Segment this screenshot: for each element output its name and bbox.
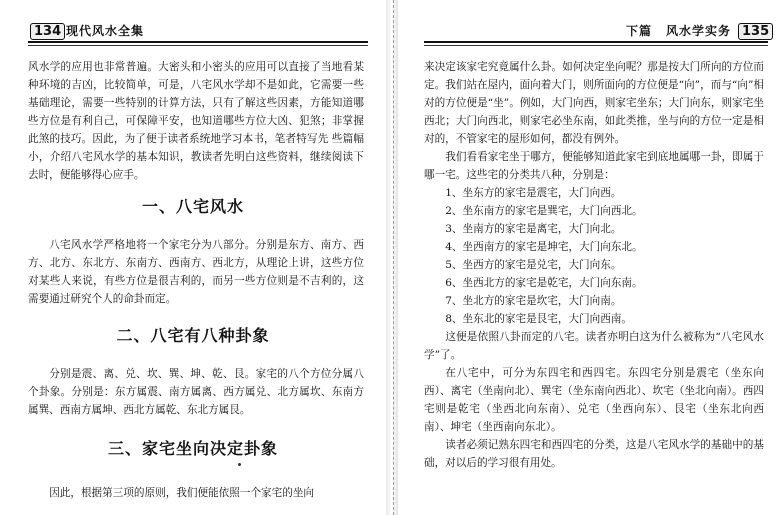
list-item: 4、坐西南方的家宅是坤宅，大门向东北。 <box>445 241 643 253</box>
section-title-eight-houses: 一、八宅风水 <box>141 197 244 216</box>
right-page-number: 135 <box>738 23 773 40</box>
list-item: 2、坐东南方的家宅是巽宅，大门向西北。 <box>445 205 643 217</box>
book-gutter <box>386 0 398 515</box>
explanation-paragraph: 这便是依照八卦而定的八宅。读者亦明白这为什么被称为“八宅风水学”了。 <box>424 331 764 361</box>
left-page <box>0 0 386 515</box>
left-page-header <box>28 22 368 46</box>
section3-paragraph: 因此，根据第三项的原则，我们便能依照一个家宅的坐向 <box>49 487 315 499</box>
list-item: 1、坐东方的家宅是震宅，大门向西。 <box>445 187 622 199</box>
right-page-header <box>424 22 768 46</box>
left-intro-block <box>28 58 364 184</box>
section1-block <box>28 236 364 308</box>
house-type-list <box>424 184 764 328</box>
header-rule-thin <box>424 45 768 46</box>
section2-block <box>28 365 364 419</box>
fold-line <box>393 0 394 515</box>
section2-paragraph: 分别是震、离、兑、坎、巽、坤、乾、艮。家宅的八个方位分属八个卦象。分别是：东方属震、南方属离、西方属兑、北方属坎、东南方属巽、西南方属坤、西北方属乾、东北方属艮。 <box>28 368 364 416</box>
section1-paragraph: 八宅风水学严格地将一个家宅分为八部分。分别是东方、南方、西方、北方、东北方、东南方、西南方、西北方，从理论上讲，这些方位对某些人来说，有些方位是很吉利的，而另一些方位则是不吉利的，这需要通过研究个人的命卦而定。 <box>28 239 364 305</box>
section3-block <box>28 484 364 502</box>
left-header-title: 现代风水全集 <box>66 24 145 38</box>
classification-paragraph: 我们看看家宅坐于哪方，便能够知道此家宅到底地属哪一卦，即属于哪一宅。这些宅的分类共八种，分别是： <box>424 151 764 181</box>
header-rule-thin <box>28 45 368 46</box>
intro-paragraph: 风水学的应用也非常普遍。大密头和小密头的应用可以直接了当地看某种环境的吉凶，比较简单，可是，八宅风水学却不是如此，它需要一些基础理论，需要一些特别的计算方法，只有了解这些因素，方能知道哪些方位是有利自己，可保障平安，也知道哪些方位大凶、犯煞；非掌握此煞的技巧。因此，为了便于读者系统地学习本书，笔者特写先 些篇幅小，介绍八宅风水学的基本知识，教读者先明白这些资料，继续阅读下去时，便能够得心应手。 <box>28 61 364 181</box>
section-title-eight-trigrams: 二、八宅有八种卦象 <box>116 326 270 345</box>
list-item: 8、坐东北的家宅是艮宅，大门向西南。 <box>445 313 633 325</box>
header-rule <box>424 41 768 43</box>
list-item: 7、坐北方的家宅是坎宅，大门向南。 <box>445 295 622 307</box>
conclusion-paragraph: 读者必须记熟东四宅和西四宅的分类，这是八宅风水学的基础中的基础，对以后的学习很有用处。 <box>424 439 764 469</box>
list-item: 5、坐西方的家宅是兑宅，大门向东。 <box>445 259 622 271</box>
header-rule <box>28 41 368 43</box>
right-body <box>424 58 764 472</box>
east-west-paragraph: 在八宅中，可分为东四宅和西四宅。东四宅分别是震宅（坐东向西）、离宅（坐南向北）、巽宅（坐东南向西北）、坎宅（坐北向南）。西四宅则是乾宅（坐西北向东南）、兑宅（坐西向东）、艮宅（坐东北向西南）、坤宅（坐西南向东北）。 <box>424 367 764 433</box>
list-item: 3、坐南方的家宅是离宅，大门向北。 <box>445 223 622 235</box>
left-page-number: 134 <box>30 23 65 40</box>
section-title-orientation: 三、家宅坐向决定卦象 <box>107 439 278 458</box>
list-item: 6、坐西北方的家宅是乾宅，大门向东南。 <box>445 277 643 289</box>
print-speck <box>238 463 241 466</box>
orientation-paragraph: 来决定该家宅究竟属什么卦。如何决定坐向呢？那是按大门所向的方位而定。我们站在屋内，面向着大门，则所面向的方位便是“向”，而与“向”相对的方位便是“坐”。例如，大门向西，则家宅坐东；大门向东，则家宅坐西北；大门向西北，则家宅必坐东南，如此类推，坐与向的方位一定是相对的，不管家宅的屋形如何，都没有例外。 <box>424 61 764 145</box>
right-page <box>398 0 780 515</box>
right-header-title: 风水学实务 <box>666 24 732 38</box>
right-header-section: 下篇 <box>626 24 653 38</box>
